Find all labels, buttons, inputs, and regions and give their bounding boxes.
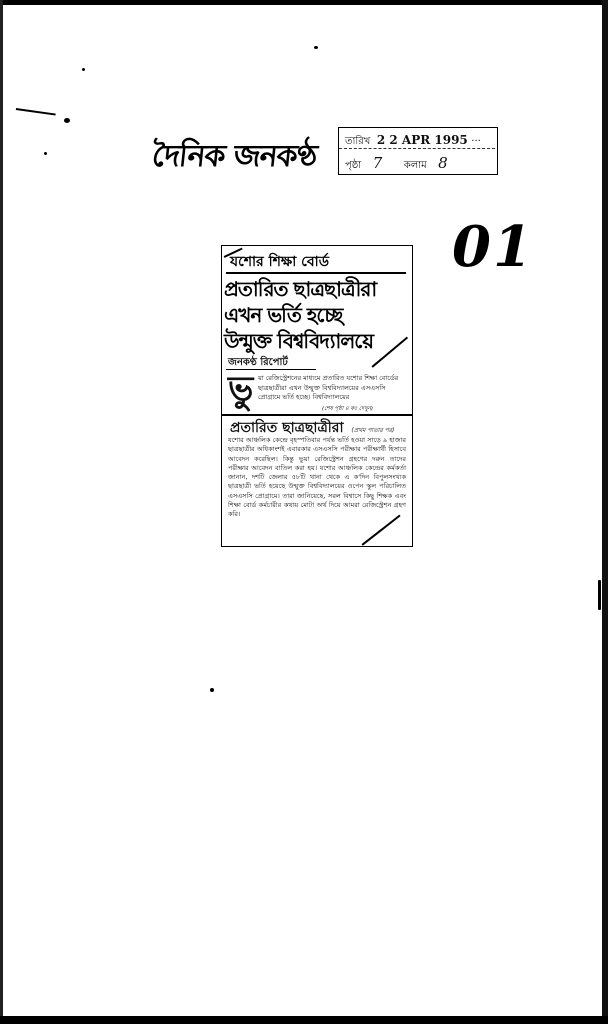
continued-head-text: প্রতারিত ছাত্রছাত্রীরা <box>230 420 344 436</box>
headline-line-3: উন্মুক্ত বিশ্ববিদ্যালয়ে <box>224 329 374 353</box>
scan-speck <box>44 152 47 155</box>
scan-speck <box>82 68 85 71</box>
date-stamp <box>338 127 498 175</box>
clipping-headline <box>224 276 410 354</box>
newspaper-masthead: দৈনিক জনকণ্ঠ <box>150 139 319 174</box>
scan-edge-left <box>0 0 3 1024</box>
headline-line-2: এখন ভর্তি হচ্ছে <box>224 303 343 327</box>
clipping-reporter: জনকণ্ঠ রিপোর্ট <box>228 357 288 368</box>
scan-stroke <box>16 108 56 115</box>
stamp-divider <box>339 148 495 149</box>
scan-edge-top <box>0 0 608 5</box>
clipping-body-text: যশোর আঞ্চলিক কেন্দ্রে বৃহস্পতিবার পর্যন্ত ভর্তি হওয়া সাড়ে ৯ হাজার ছাত্রছাত্রীর অধিকাংশই এবারকার এসএসসি পরীক্ষার পরীক্ষার্থী হিসাবে আবেদন করেছিল। কিন্তু ভুয়া রেজিস্ট্রেশন গ্রহণের দরুন তাদের পরীক্ষার আবেদন বাতিল করা হয়। যশোর আঞ্চলিক কেন্দ্রের কর্মকর্তা জানান, দশটি জেলার ৫৮টি থানা থেকে এ ক'দিন বিপুলসংখ্যক ছাত্রছাত্রী ভর্তি হয়েছে উন্মুক্ত বিশ্ববিদ্যালয়ের ওপেন স্কুল পরিচালিত এসএসসি প্রোগ্রামে। তারা জানিয়েছে, সরল বিশ্বাসে কিছু শিক্ষক এবং শিক্ষা বোর্ড কর্মচারীর কথায় মোটা অর্থ দিয়ে আমরা রেজিস্ট্রেশন গ্রহণ করি। <box>228 436 406 519</box>
clipping-continued-note: (শেষ পৃষ্ঠা ৪ কঃ দেখুন) <box>322 406 374 412</box>
scan-edge-bottom <box>0 1016 608 1024</box>
stamp-page-label: পৃষ্ঠা <box>345 160 362 171</box>
scan-speck <box>64 118 70 123</box>
scan-edge-right <box>602 0 608 1024</box>
handwritten-file-number: 01 <box>452 214 534 280</box>
stamp-column-value: 8 <box>438 154 448 172</box>
stamp-column-label: কলাম <box>403 160 427 171</box>
stamp-date-label: তারিখ <box>345 136 371 147</box>
clipping-dropcap: ভু <box>228 369 254 409</box>
board-rule <box>226 272 406 274</box>
stamp-page-value: 7 <box>372 154 383 172</box>
scan-speck <box>210 688 214 692</box>
stamp-dots: ··· <box>471 136 481 147</box>
scan-speck <box>598 580 601 610</box>
continued-from-note: (প্রথম পাতার পর) <box>351 427 395 434</box>
clipping-board-label: যশোর শিক্ষা বোর্ড <box>230 254 330 270</box>
scan-speck <box>314 46 318 49</box>
stamp-date-value: 2 2 APR 1995 <box>376 133 468 147</box>
newspaper-clipping <box>221 245 413 547</box>
headline-line-1: প্রতারিত ছাত্রছাত্রীরা <box>224 277 377 301</box>
stamp-page-row <box>345 154 466 175</box>
clipping-intro-text: য়া রেজিস্ট্রেশনের মাধ্যমে প্রতারিত যশোর শিক্ষা বোর্ডের ছাত্রছাত্রীরা এখন উন্মুক্ত বিশ্ববিদ্যালয়ের এসএসসি প্রোগ্রামে ভর্তি হচ্ছে। বিশ্ববিদ্যালয়ের <box>258 374 399 401</box>
